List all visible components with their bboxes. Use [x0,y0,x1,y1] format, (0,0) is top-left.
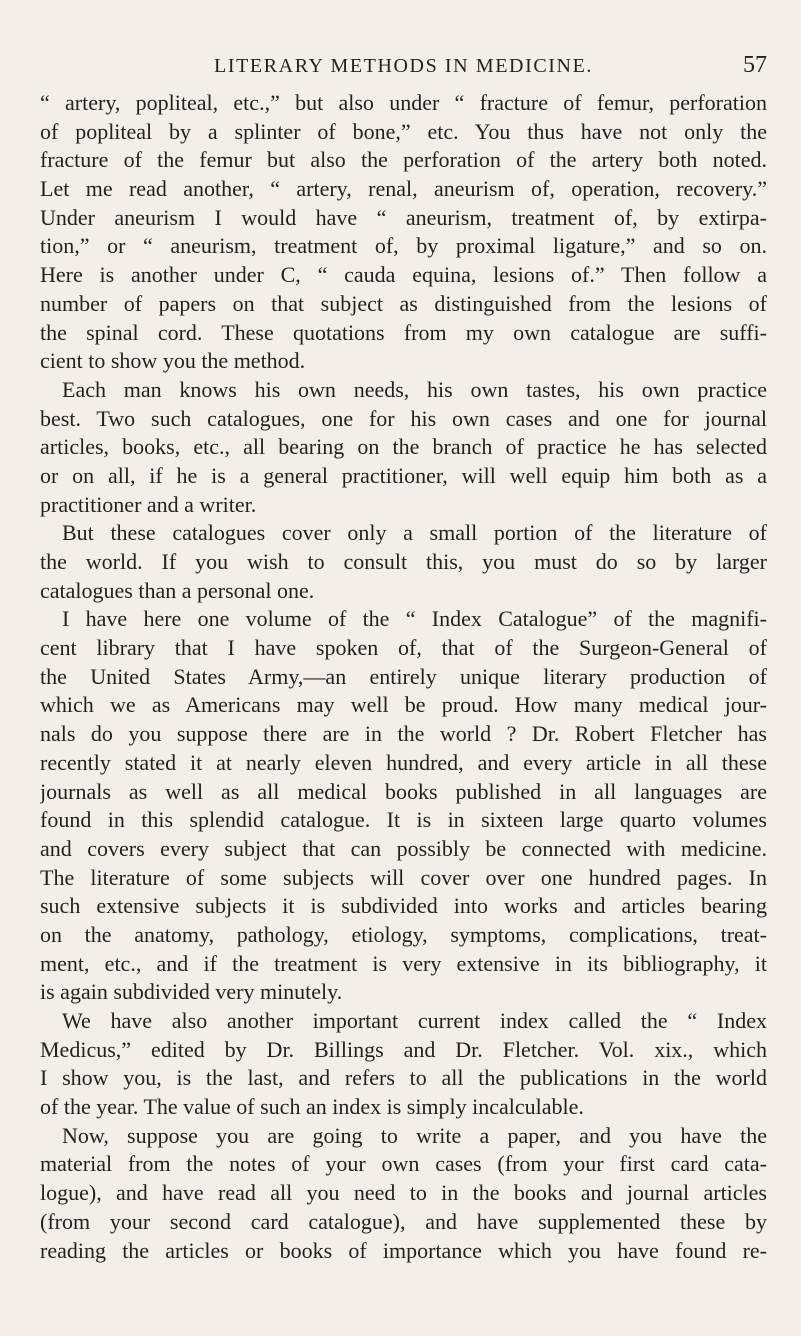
text-line: is again subdivided very minutely. [40,979,343,1005]
text-line: Under aneurism I would have “ aneurism, treatment of, by extirpa- [40,204,767,230]
text-line: We have also another important current index called the “ Index [62,1008,767,1033]
text-line: (from your second card catalogue), and have supplemented these by [40,1208,767,1234]
text-line: recently stated it at nearly eleven hundred, and every article in all these [40,749,767,775]
text-line: reading the articles or books of importance which you have found re- [40,1237,767,1263]
text-line: found in this splendid catalogue. It is in sixteen large quarto volumes [40,807,767,833]
text-line: logue), and have read all you need to in the books and journal articles [40,1180,767,1206]
text-line: practitioner and a writer. [40,491,257,517]
text-line: ment, etc., and if the treatment is very extensive in its bibliography, it [40,950,767,976]
text-line: “ artery, popliteal, etc.,” but also under “ fracture of femur, perforation [40,90,767,115]
text-line: Each man knows his own needs, his own tastes, his own practice [62,376,767,402]
text-line: of the year. The value of such an index is simply incalculable. [40,1094,584,1120]
text-line: on the anatomy, pathology, etiology, symptoms, complications, treat- [40,921,767,947]
page-number: 57 [743,52,767,78]
text-line: Now, suppose you are going to write a paper, and you have the [62,1122,767,1148]
text-line: material from the notes of your own cases (from your first card cata- [40,1151,767,1177]
text-line: tion,” or “ aneurism, treatment of, by proximal ligature,” and so on. [40,233,767,259]
text-line: articles, books, etc., all bearing on the branch of practice he has selected [40,434,767,460]
running-title: LITERARY METHODS IN MEDICINE. [214,55,593,77]
text-line: best. Two such catalogues, one for his own cases and one for journal [40,405,767,431]
text-line: nals do you suppose there are in the world ? Dr. Robert Fletcher has [40,721,767,747]
text-line: fracture of the femur but also the perforation of the artery both noted. [40,147,767,173]
text-line: But these catalogues cover only a small portion of the literature of [62,520,767,546]
text-line: Medicus,” edited by Dr. Billings and Dr. Fletcher. Vol. xix., which [40,1036,767,1062]
page-header [40,52,767,82]
text-line: the world. If you wish to consult this, you must do so by larger [40,549,767,574]
text-line: the United States Army,—an entirely unique literary production of [40,663,767,689]
text-line: Let me read another, “ artery, renal, aneurism of, operation, recovery.” [40,176,767,202]
text-line: cent library that I have spoken of, that of the Surgeon-General of [40,635,767,661]
text-line: such extensive subjects it is subdivided into works and articles bearing [40,893,767,919]
text-line: cient to show you the method. [40,348,306,374]
text-line: The literature of some subjects will cover over one hundred pages. In [40,864,767,890]
text-line: the spinal cord. These quotations from my own catalogue are suffi- [40,319,767,345]
text-line: number of papers on that subject as distinguished from the lesions of [40,290,767,316]
body-text [40,89,767,1265]
text-line: or on all, if he is a general practitioner, will well equip him both as a [40,462,767,488]
text-line: which we as Americans may well be proud. How many medical jour- [40,692,767,718]
text-line: and covers every subject that can possibly be connected with medicine. [40,835,767,861]
text-line: of popliteal by a splinter of bone,” etc. You thus have not only the [40,118,767,144]
text-line: Here is another under C, “ cauda equina, lesions of.” Then follow a [40,262,767,288]
text-line: catalogues than a personal one. [40,577,315,603]
text-line: I show you, is the last, and refers to all the publications in the world [40,1065,767,1091]
text-line: journals as well as all medical books published in all languages are [40,778,767,804]
text-line: I have here one volume of the “ Index Catalogue” of the magnifi- [62,606,767,632]
